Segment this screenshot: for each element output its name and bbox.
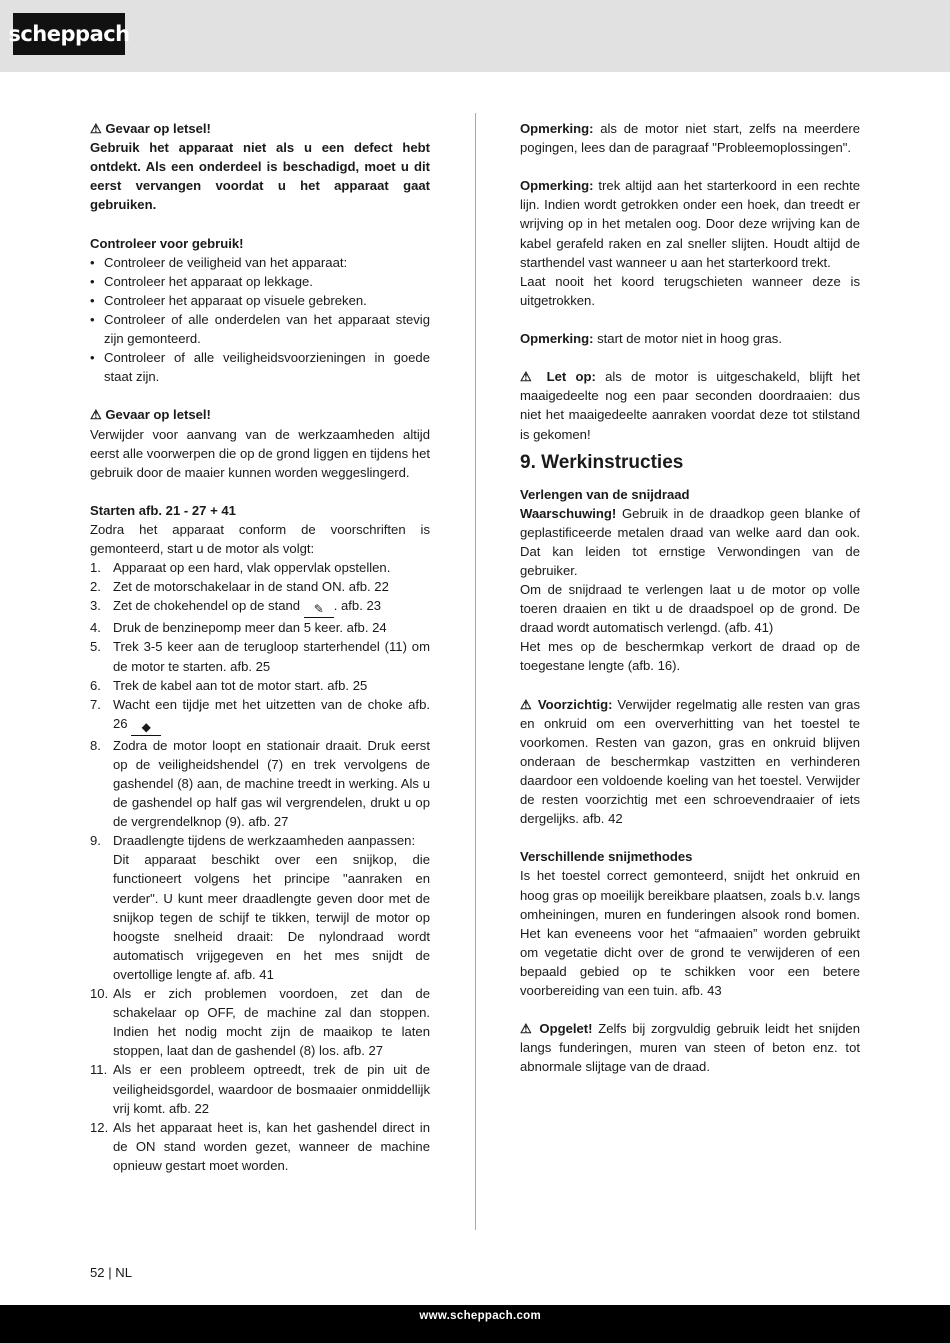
list-item: 3. Zet de chokehendel op de stand ✎ . afb. 23 (90, 598, 382, 617)
list-item: 2. Zet de motorschakelaar in de stand ON. afb. 22 (90, 579, 389, 595)
list-item: 5. Trek 3-5 keer aan de terugloop starterhendel (11) om de motor te starten. afb. 25 (90, 639, 430, 674)
list-item: 8. Zodra de motor loopt en stationair draait. Druk eerst op de veiligheidshendel (7) en trek vervolgens de gashendel (8) aan, de machine treedt in werking. Als u de gashendel op half gas wil vergrendelen, drukt u op de vergrendelknop (9). afb. 27 (90, 737, 430, 830)
start-title: Starten afb. 21 - 27 + 41 (90, 502, 236, 518)
warning-title: ⚠ Gevaar op letsel! (90, 407, 211, 423)
scheppach-logo: scheppach (13, 13, 125, 55)
list-item: 4. Druk de benzinepomp meer dan 5 keer. afb. 24 (90, 620, 387, 636)
left-column (90, 119, 430, 1175)
start-steps (90, 558, 430, 1175)
right-column (520, 119, 860, 1077)
footer-url: www.scheppach.com (419, 1310, 541, 1322)
list-item: • Controleer het apparaat op lekkage. (90, 272, 430, 291)
warning-title: ⚠ Gevaar op letsel! (90, 121, 211, 136)
list-item: 1. Apparaat op een hard, vlak oppervlak opstellen. (90, 560, 391, 576)
list-item: 10. Als er zich problemen voordoen, zet dan de schakelaar op OFF, de machine zal dan stoppen. Indien het nodig mocht zijn de maaikop te laten stoppen, laat dan de gashendel (8) los. afb. 27 (90, 986, 430, 1059)
page-number: 52 | NL (90, 1265, 132, 1280)
page-header (0, 0, 950, 72)
list-item: 7. Wacht een tijdje met het uitzetten van de choke afb. 26 ◆ (90, 696, 430, 734)
body-paragraph: Het mes op de beschermkap verkort de draad op de toegestane lengte (afb. 16). (520, 639, 860, 674)
warning-body: Verwijder voor aanvang van de werkzaamheden altijd eerst alle voorwerpen die op de grond liggen en tijdens het gebruik door de maaier kunnen worden weggeslingerd. (90, 426, 430, 480)
warning-body: Gebruik het apparaat niet als u een defect hebt ontdekt. Als een onderdeel is beschadigd, moet u dit eerst vervangen voordat u het apparaat gaat gebruiken. (90, 140, 430, 213)
list-item: 6. Trek de kabel aan tot de motor start. afb. 25 (90, 677, 368, 693)
column-divider (475, 113, 476, 1230)
body-paragraph: Om de snijdraad te verlengen laat u de motor op volle toeren draaien en tikt u de draadspoel op de grond. De draad wordt automatisch verlengd. (afb. 41) (520, 582, 860, 636)
note-paragraph: Opmerking: als de motor niet start, zelfs na meerdere pogingen, lees dan de paragraaf "Probleemoplossingen". (520, 121, 860, 156)
start-intro: Zodra het apparaat conform de voorschriften is gemonteerd, start u de motor als volgt: (90, 521, 430, 557)
subsection-title: Verlengen van de snijdraad (520, 486, 690, 502)
list-item: 11. Als er een probleem optreedt, trek de pin uit de veiligheidsgordel, waardoor de bosmaaier onmiddellijk vrij komt. afb. 22 (90, 1062, 430, 1116)
check-list (90, 253, 430, 387)
check-title: Controleer voor gebruik! (90, 235, 244, 251)
note-paragraph: Laat nooit het koord terugschieten wanneer deze is uitgetrokken. (520, 273, 860, 308)
note-paragraph: Opmerking: trek altijd aan het starterkoord in een rechte lijn. Indien wordt getrokken onder een hoek, dan treedt er wrijving op in het metalen oog. Door deze wrijving kan de kabel gerafeld raken en zal sneller slijten. Houdt altijd de starthendel vast wanneer u aan het starterkoord trekt. (520, 178, 860, 270)
choke-open-icon: ◆ (131, 720, 161, 736)
list-item: • Controleer of alle onderdelen van het apparaat stevig zijn gemonteerd. (90, 310, 430, 348)
warning-paragraph: Waarschuwing! Gebruik in de draadkop geen blanke of geplastificeerde metalen draad van welke aard dan ook. Dat kan leiden tot ernstige Verwondingen van de gebruiker. (520, 505, 860, 578)
subsection-title: Verschillende snijmethodes (520, 849, 693, 865)
section-title: 9. Werkinstructies (520, 451, 684, 473)
caution-paragraph: ⚠ Let op: als de motor is uitgeschakeld, blijft het maaigedeelte nog een paar seconden doordraaien: dus niet het maaigedeelte aanraken voordat deze tot stilstand is gekomen! (520, 369, 860, 442)
caution-paragraph: ⚠ Voorzichtig: Verwijder regelmatig alle resten van gras en onkruid om een oververhitting van het toestel te voorkomen. Resten van gazon, gras en onkruid blijven onderaan de beschermkap vastzitten en verhinderen daardoor een voldoende koeling van het toestel. Verwijder de resten voorzichtig met een schroevendraaier of iets dergelijks. afb. 42 (520, 696, 860, 827)
choke-closed-icon: ✎ (304, 602, 334, 618)
list-item: 9. Draadlengte tijdens de werkzaamheden aanpassen: Dit apparaat beschikt over een snijkop, die functioneert volgens het principe "aanraken en verder". U kunt meer draadlengte geven door met de snijkop tegen de schijf te tikken, terwijl de motor op hoogste snelheid draait: De nylondraad wordt automatisch vrijgegeven en het mes snijdt de overtollige lengte af. afb. 41 (90, 833, 430, 982)
list-item: • Controleer het apparaat op visuele gebreken. (90, 291, 430, 310)
list-item: • Controleer of alle veiligheidsvoorzieningen in goede staat zijn. (90, 348, 430, 386)
caution-paragraph: ⚠ Opgelet! Zelfs bij zorgvuldig gebruik leidt het snijden langs funderingen, muren van steen of beton enz. tot abnormale slijtage van de draad. (520, 1021, 860, 1075)
body-paragraph: Is het toestel correct gemonteerd, snijdt het onkruid en hoog gras op moeilijk bereikbare plaatsen, zoals b.v. langs omheiningen, muren en funderingen alsook rond bomen. Het kan eveneens voor het “afmaaien” worden gebruikt om vegetatie dicht over de grond te verwijderen of een bepaald gebied op te schikken voor een betere voorbereiding van een tuin. afb. 43 (520, 868, 860, 999)
note-paragraph: Opmerking: start de motor niet in hoog gras. (520, 331, 782, 347)
list-item: • Controleer de veiligheid van het apparaat: (90, 253, 430, 272)
list-item: 12. Als het apparaat heet is, kan het gashendel direct in de ON stand worden gezet, wanneer de machine opnieuw gestart moet worden. (90, 1119, 430, 1173)
